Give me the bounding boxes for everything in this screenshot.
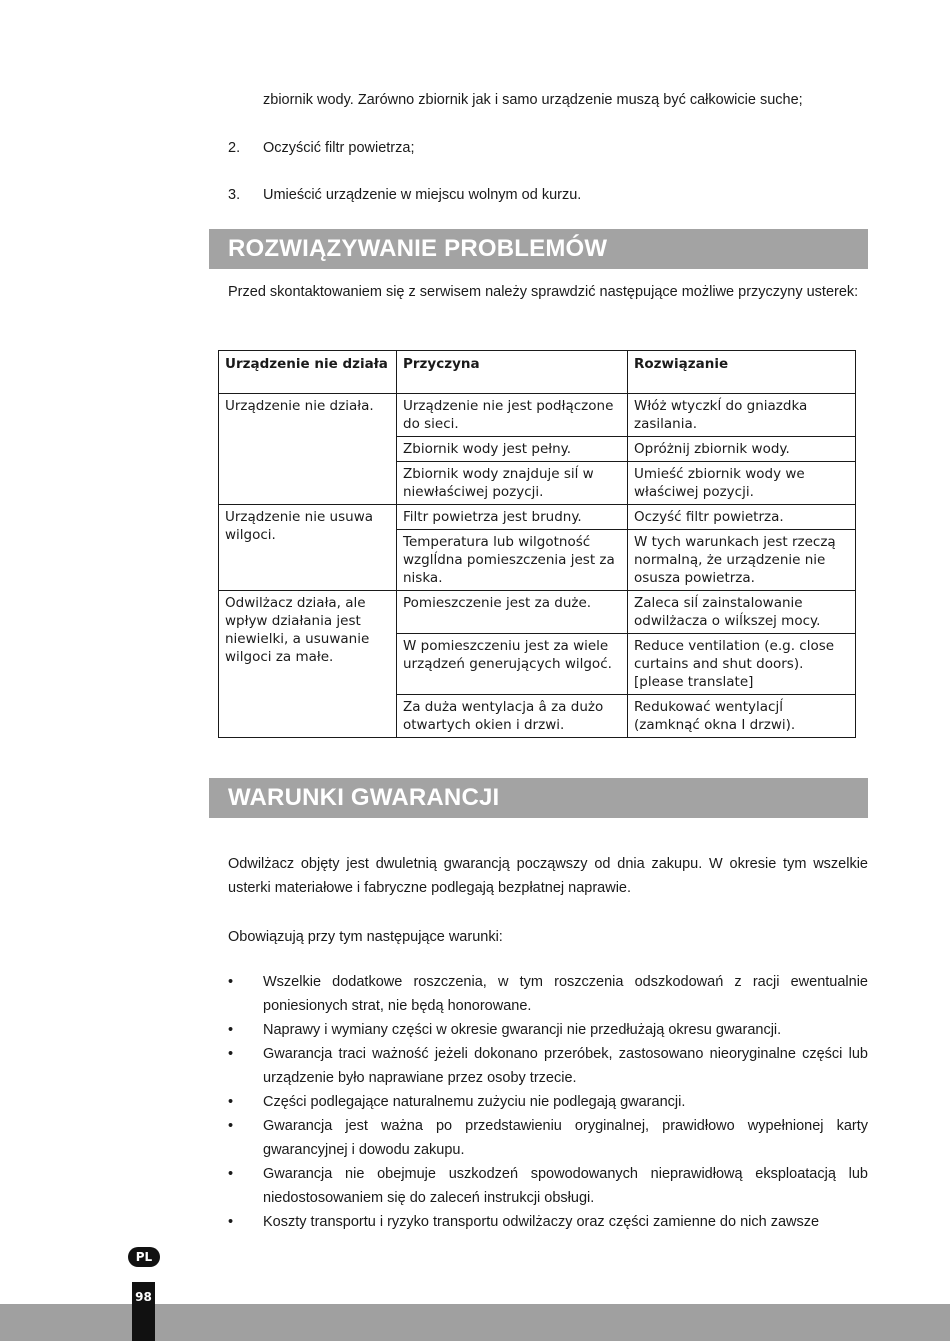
list-item: • Koszty transportu i ryzyko transportu odwilżaczy oraz części zamienne do nich zawsze [228,1210,868,1234]
warranty-conditions-list [228,970,868,1234]
problem-cell: Urządzenie nie działa. [219,394,397,505]
list-item: • Gwarancja nie obejmuje uszkodzeń spowodowanych nieprawidłową eksploatacją lub niedostosowaniem się do zaleceń instrukcji obsługi. [228,1162,868,1210]
cause-cell: Filtr powietrza jest brudny. [397,505,628,530]
table-row [219,394,856,437]
bullet-icon: • [228,1046,234,1062]
step-number: 2. [228,140,241,156]
solution-cell: Zaleca siĺ zainstalowanie odwilżacza o wiĺkszej mocy. [628,591,856,634]
page-number: 98 [132,1282,155,1341]
list-item: • Naprawy i wymiany części w okresie gwarancji nie przedłużają okresu gwarancji. [228,1018,868,1042]
solution-cell: Reduce ventilation (e.g. close curtains and shut doors). [please translate] [628,634,856,695]
list-item: • Gwarancja jest ważna po przedstawieniu oryginalnej, prawidłowo wypełnionej karty gwarancyjnej i dowodu zakupu. [228,1114,868,1162]
bullet-icon: • [228,1022,234,1038]
header-problem: Urządzenie nie działa [219,351,397,394]
section-heading-warranty: WARUNKI GWARANCJI [209,778,868,818]
table-header-row [219,351,856,394]
cause-cell: Zbiornik wody jest pełny. [397,437,628,462]
section-heading-troubleshooting: ROZWIĄZYWANIE PROBLEMÓW [209,229,868,269]
bullet-icon: • [228,1118,234,1134]
cause-cell: Temperatura lub wilgotność wzglĺdna pomieszczenia jest za niska. [397,530,628,591]
bullet-icon: • [228,974,234,990]
problem-cell: Odwilżacz działa, ale wpływ działania jest niewielki, a usuwanie wilgoci za małe. [219,591,397,738]
cause-cell: W pomieszczeniu jest za wiele urządzeń generujących wilgoć. [397,634,628,695]
list-item: • Części podlegające naturalnemu zużyciu nie podlegają gwarancji. [228,1090,868,1114]
warranty-paragraph: Odwilżacz objęty jest dwuletnią gwarancją począwszy od dnia zakupu. W okresie tym wszelkie usterki materiałowe i fabryczne podlegają bezpłatnej naprawie. [228,856,868,896]
warranty-conditions-intro: Obowiązują przy tym następujące warunki: [228,929,503,945]
step-text: Umieścić urządzenie w miejscu wolnym od kurzu. [263,187,582,203]
step-number: 3. [228,187,241,203]
header-cause: Przyczyna [397,351,628,394]
troubleshooting-intro: Przed skontaktowaniem się z serwisem należy sprawdzić następujące możliwe przyczyny usterek: [228,284,859,300]
table-row [219,591,856,634]
list-item: • Wszelkie dodatkowe roszczenia, w tym roszczenia odszkodowań z racji ewentualnie poniesionych strat, nie będą honorowane. [228,970,868,1018]
cause-cell: Zbiornik wody znajduje siĺ w niewłaściwej pozycji. [397,462,628,505]
cause-cell: Urządzenie nie jest podłączone do sieci. [397,394,628,437]
solution-cell: Oczyść filtr powietrza. [628,505,856,530]
bullet-icon: • [228,1166,234,1182]
solution-cell: W tych warunkach jest rzeczą normalną, że urządzenie nie osusza powietrza. [628,530,856,591]
problem-cell: Urządzenie nie usuwa wilgoci. [219,505,397,591]
step-text: Oczyścić filtr powietrza; [263,140,415,156]
language-badge: PL [128,1247,160,1267]
bullet-icon: • [228,1094,234,1110]
troubleshooting-table [218,350,856,738]
cause-cell: Za duża wentylacja â za dużo otwartych okien i drzwi. [397,695,628,738]
bullet-icon: • [228,1214,234,1230]
list-item: • Gwarancja traci ważność jeżeli dokonano przeróbek, zastosowano nieoryginalne części lub urządzenie było naprawiane przez osoby trzecie. [228,1042,868,1090]
table-row [219,505,856,530]
solution-cell: Redukować wentylacjĺ (zamknąć okna I drzwi). [628,695,856,738]
cause-cell: Pomieszczenie jest za duże. [397,591,628,634]
solution-cell: Umieść zbiornik wody we właściwej pozycji. [628,462,856,505]
header-solution: Rozwiązanie [628,351,856,394]
solution-cell: Opróżnij zbiornik wody. [628,437,856,462]
continued-line: zbiornik wody. Zarówno zbiornik jak i samo urządzenie muszą być całkowicie suche; [263,92,803,108]
solution-cell: Włóż wtyczkĺ do gniazdka zasilania. [628,394,856,437]
